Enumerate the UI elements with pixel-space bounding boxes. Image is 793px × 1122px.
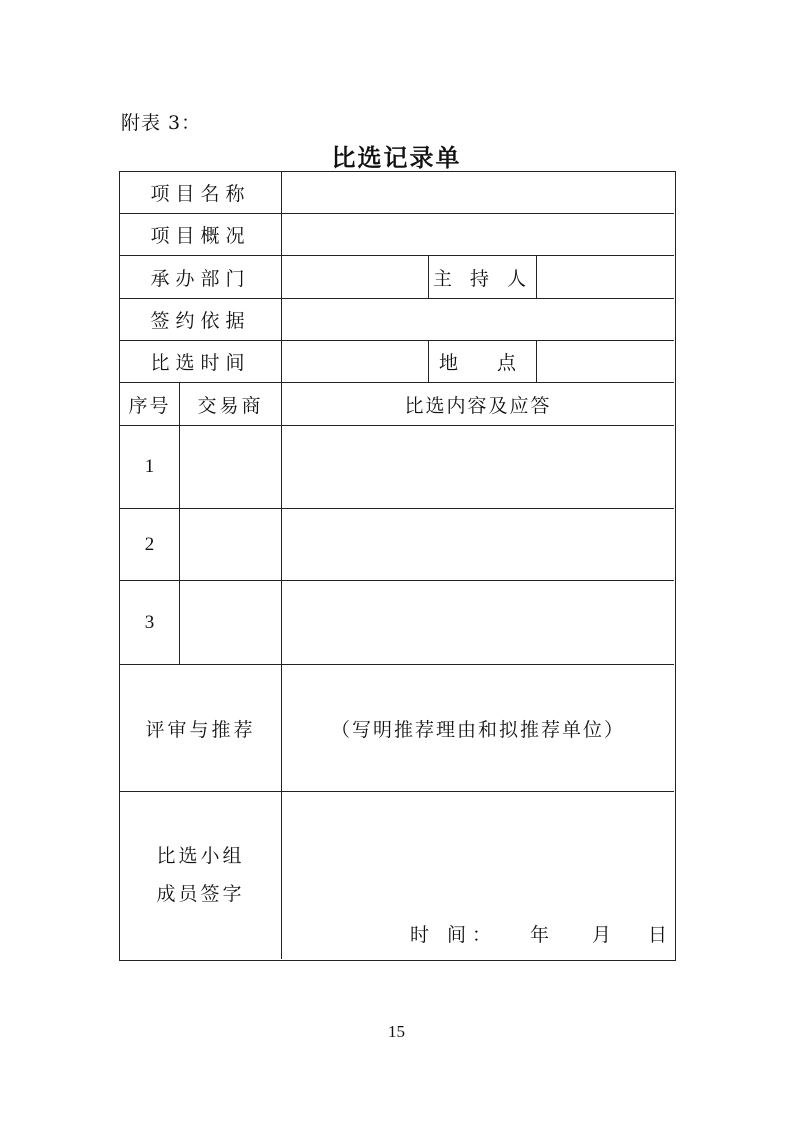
host-field[interactable] xyxy=(537,256,674,298)
signature-label xyxy=(120,792,281,958)
trader-cell[interactable] xyxy=(180,581,281,664)
trader-header: 交易商 xyxy=(197,394,264,417)
serial-header: 序号 xyxy=(128,394,171,417)
signature-label-line2: 成员签字 xyxy=(156,883,245,905)
signature-label-line1: 比选小组 xyxy=(156,845,245,867)
attachment-label: 附表 3： xyxy=(121,112,202,134)
project-overview-label: 项目概况 xyxy=(150,225,251,247)
trader-cell[interactable] xyxy=(180,509,281,580)
selection-time-label: 比选时间 xyxy=(150,352,251,374)
content-cell[interactable] xyxy=(282,509,674,580)
undertaking-dept-label: 承办部门 xyxy=(150,267,251,290)
trader-cell[interactable] xyxy=(180,426,281,508)
contract-basis-label: 签约依据 xyxy=(150,310,251,332)
page-number: 15 xyxy=(388,1022,405,1041)
date-month-label: 月 xyxy=(592,924,612,946)
review-label: 评审与推荐 xyxy=(145,718,256,741)
project-overview-field[interactable] xyxy=(282,214,674,255)
page-title: 比选记录单 xyxy=(331,144,462,172)
undertaking-dept-field[interactable] xyxy=(282,256,428,298)
project-name-label: 项目名称 xyxy=(150,183,251,205)
serial-cell: 2 xyxy=(144,533,155,555)
content-cell[interactable] xyxy=(282,426,674,508)
location-field[interactable] xyxy=(537,341,674,382)
date-day-label: 日 xyxy=(648,924,668,946)
host-label: 主 持 人 xyxy=(432,267,533,290)
serial-cell: 1 xyxy=(144,456,155,477)
selection-time-field[interactable] xyxy=(282,341,428,382)
contract-basis-field[interactable] xyxy=(282,299,674,340)
date-year-label: 年 xyxy=(530,924,550,946)
project-name-field[interactable] xyxy=(282,172,674,213)
content-header: 比选内容及应答 xyxy=(404,394,552,417)
location-label: 地 点 xyxy=(438,352,526,374)
signature-date-row xyxy=(282,920,672,950)
date-time-label: 时 间： xyxy=(410,924,498,946)
serial-cell: 3 xyxy=(144,611,155,633)
content-cell[interactable] xyxy=(282,581,674,664)
review-hint[interactable]: （写明推荐理由和拟推荐单位） xyxy=(330,718,625,741)
